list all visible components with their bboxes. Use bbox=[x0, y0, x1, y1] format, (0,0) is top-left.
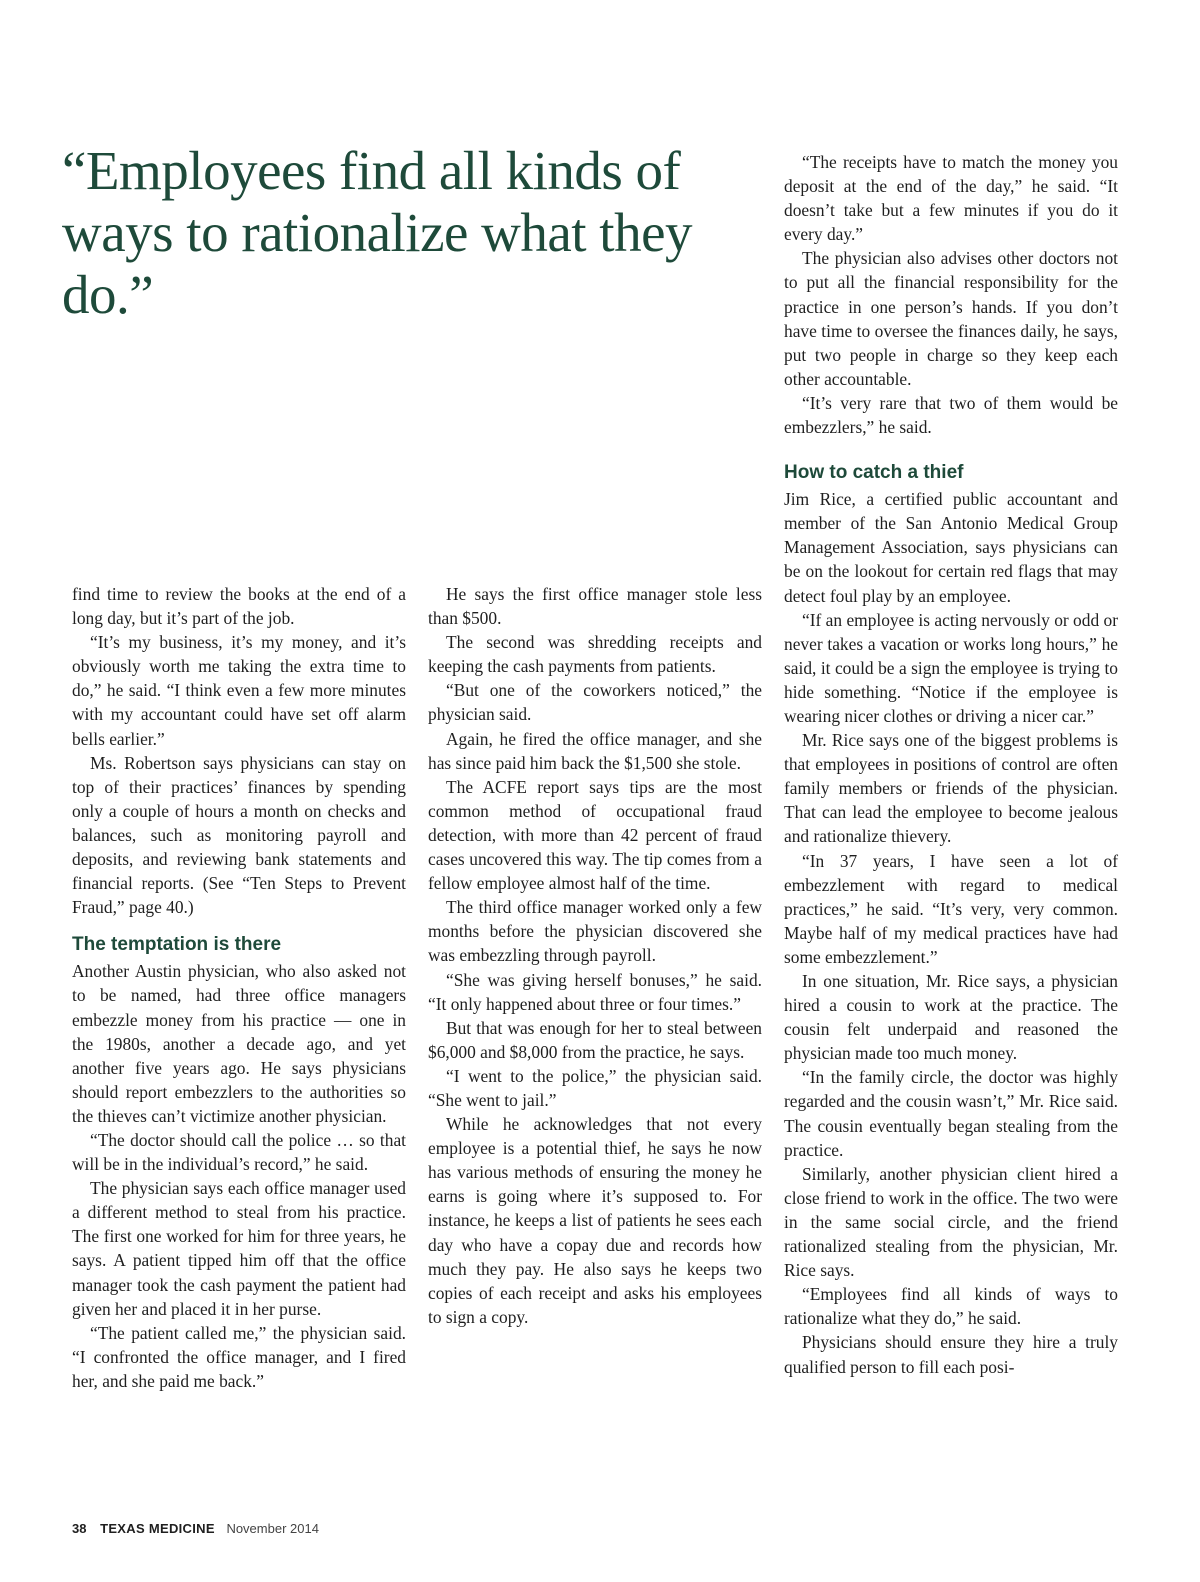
paragraph: The second was shredding receipts and keeping the cash payments from patients. bbox=[428, 632, 762, 677]
paragraph: Mr. Rice says one of the biggest problems is that employees in positions of control are often family members or friends of the physician. That can lead the employee to become jealous and rationalize thievery. bbox=[784, 730, 1118, 847]
paragraph: He says the first office manager stole less than $500. bbox=[428, 584, 762, 629]
section-heading: The temptation is there bbox=[72, 934, 282, 956]
page-footer bbox=[72, 1521, 319, 1536]
paragraph: “If an employee is acting nervously or odd or never takes a vacation or works long hours,” he said, it could be a sign the employee is trying to hide something. “Notice if the employee is wearing nicer clothes or driving a nicer car.” bbox=[784, 609, 1118, 726]
paragraph: The third office manager worked only a few months before the physician discovered she was embezzling through payroll. bbox=[428, 897, 762, 966]
page-number: 38 bbox=[72, 1521, 87, 1536]
pull-quote: “Employees find all kinds of ways to rationalize what they do.” bbox=[62, 140, 693, 325]
paragraph: “In the family circle, the doctor was highly regarded and the cousin wasn’t,” Mr. Rice said. The cousin eventually began stealing from the practice. bbox=[784, 1067, 1118, 1160]
article-column-2 bbox=[428, 582, 762, 1329]
paragraph: “The patient called me,” the physician said. “I confronted the office manager, and I fired her, and she paid me back.” bbox=[72, 1322, 406, 1391]
paragraph: “She was giving herself bonuses,” he said. “It only happened about three or four times.” bbox=[428, 969, 762, 1014]
paragraph: “It’s my business, it’s my money, and it’s obviously worth me taking the extra time to do,” he said. “I think even a few more minutes with my accountant could have set off alarm bells earlier.” bbox=[72, 632, 406, 749]
paragraph: The physician says each office manager used a different method to steal from his practice. The first one worked for him for three years, he says. A patient tipped him off that the office manager took the cash payment the patient had given her and placed it in her purse. bbox=[72, 1178, 406, 1319]
paragraph: The physician also advises other doctors not to put all the financial responsibility for the practice in one person’s hands. If you don’t have time to oversee the finances daily, he says, put two people in charge so they keep each other accountable. bbox=[784, 248, 1118, 389]
paragraph: “It’s very rare that two of them would be embezzlers,” he said. bbox=[784, 392, 1118, 438]
paragraph: Jim Rice, a certified public accountant and member of the San Antonio Medical Group Management Association, says physicians can be on the lookout for certain red flags that may detect foul play by an employee. bbox=[784, 489, 1118, 606]
paragraph: find time to review the books at the end of a long day, but it’s part of the job. bbox=[72, 584, 406, 629]
paragraph: Physicians should ensure they hire a truly qualified person to fill each posi- bbox=[784, 1332, 1118, 1377]
paragraph: “Employees find all kinds of ways to rationalize what they do,” he said. bbox=[784, 1284, 1118, 1329]
paragraph: “But one of the coworkers noticed,” the physician said. bbox=[428, 680, 762, 725]
paragraph: While he acknowledges that not every employee is a potential thief, he says he now has various methods of ensuring the money he earns is going where it’s supposed to. For instance, he keeps a list of patients he sees each day who have a copay due and records how much they pay. He also says he keeps two copies of each receipt and asks his employees to sign a copy. bbox=[428, 1114, 762, 1327]
paragraph: “In 37 years, I have seen a lot of embezzlement with regard to medical practices,” he said. “It’s very, very common. Maybe half of my medical practices have had some embezzlement.” bbox=[784, 850, 1118, 967]
paragraph: Another Austin physician, who also asked not to be named, had three office managers embezzle money from his practice — one in the 1980s, another a decade ago, and yet another five years ago. He says physicians should report embezzlers to the authorities so the thieves can’t victimize another physician. bbox=[72, 961, 406, 1126]
section-heading: How to catch a thief bbox=[784, 462, 964, 484]
issue-date: November 2014 bbox=[226, 1521, 319, 1536]
paragraph: Similarly, another physician client hired a close friend to work in the office. The two were in the same social circle, and the friend rationalized stealing from the physician, Mr. Rice says. bbox=[784, 1163, 1118, 1281]
paragraph: But that was enough for her to steal between $6,000 and $8,000 from the practice, he says. bbox=[428, 1017, 762, 1062]
paragraph: The ACFE report says tips are the most common method of occupational fraud detection, with more than 42 percent of fraud cases uncovered this way. The tip comes from a fellow employee almost half of the time. bbox=[428, 776, 762, 894]
paragraph: “The doctor should call the police … so that will be in the individual’s record,” he said. bbox=[72, 1129, 406, 1175]
paragraph: In one situation, Mr. Rice says, a physician hired a cousin to work at the practice. The cousin felt underpaid and reasoned the physician made too much money. bbox=[784, 971, 1118, 1064]
paragraph: “I went to the police,” the physician said. “She went to jail.” bbox=[428, 1065, 762, 1110]
article-column-3 bbox=[784, 150, 1118, 1379]
paragraph: Ms. Robertson says physicians can stay on top of their practices’ finances by spending only a couple of hours a month on checks and balances, such as monitoring payroll and deposits, and reviewing bank statements and financial reports. (See “Ten Steps to Prevent Fraud,” page 40.) bbox=[72, 752, 406, 918]
article-column-1 bbox=[72, 582, 406, 1393]
magazine-name: TEXAS MEDICINE bbox=[100, 1521, 215, 1536]
paragraph: “The receipts have to match the money you deposit at the end of the day,” he said. “It doesn’t take but a few minutes if you do it every day.” bbox=[784, 152, 1118, 245]
paragraph: Again, he fired the office manager, and she has since paid him back the $1,500 she stole. bbox=[428, 728, 762, 773]
